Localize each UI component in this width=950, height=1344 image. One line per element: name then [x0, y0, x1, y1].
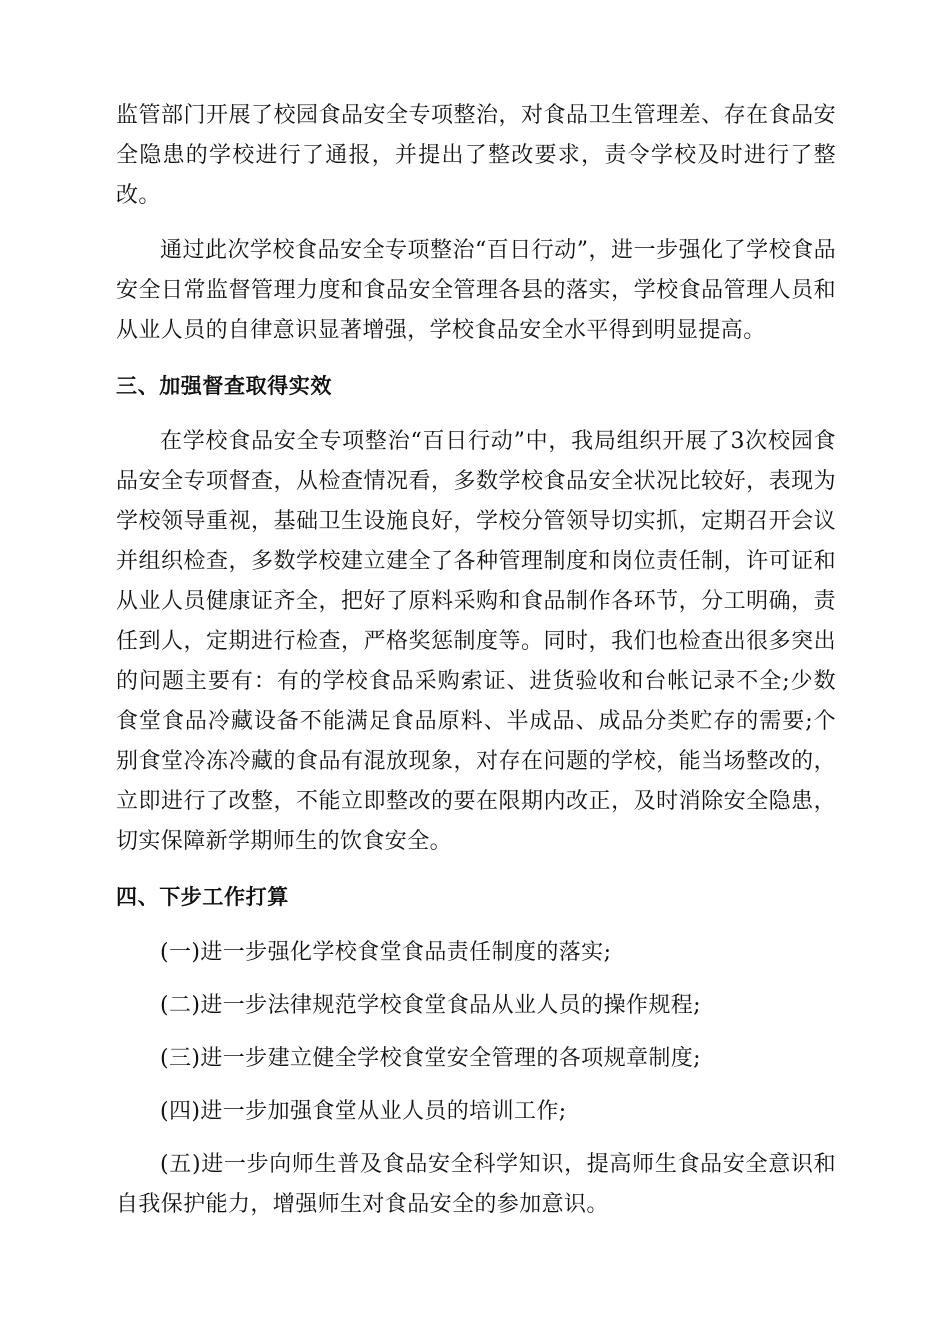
- list-item-1: (一)进一步强化学校食堂食品责任制度的落实;: [160, 940, 612, 965]
- section-heading-4: 四、下步工作打算: [116, 885, 289, 909]
- list-item-5: (五)进一步向师生普及食品安全科学知识，提高师生食品安全意识和自我保护能力，增强师生对食品安全的参加意识。: [116, 1152, 836, 1217]
- list-item-3: (三)进一步建立健全学校食堂安全管理的各项规章制度;: [160, 1046, 701, 1071]
- list-item-2: (二)进一步法律规范学校食堂食品从业人员的操作规程;: [160, 993, 701, 1018]
- paragraph-summary: 通过此次学校食品安全专项整治“百日行动”，进一步强化了学校食品安全日常监督管理力度和食品安全管理各县的落实，学校食品管理人员和从业人员的自律意识显著增强，学校食品安全水平得到明显提高。: [116, 238, 836, 343]
- paragraph-continuation: 监管部门开展了校园食品安全专项整治，对食品卫生管理差、存在食品安全隐患的学校进行了通报，并提出了整改要求，责令学校及时进行了整改。: [116, 103, 836, 208]
- document-page: [116, 96, 836, 1240]
- section-heading-3: 三、加强督查取得实效: [116, 374, 332, 398]
- paragraph-inspection: 在学校食品安全专项整治“百日行动”中，我局组织开展了3次校园食品安全专项督查，从检查情况看，多数学校食品安全状况比较好，表现为学校领导重视，基础卫生设施良好，学校分管领导切实抓，定期召开会议并组织检查，多数学校建立建全了各种管理制度和岗位责任制，许可证和从业人员健康证齐全，把好了原料采购和食品制作各环节，分工明确，责任到人，定期进行检查，严格奖惩制度等。同时，我们也检查出很多突出的问题主要有：有的学校食品采购索证、进货验收和台帐记录不全;少数食堂食品冷藏设备不能满足食品原料、半成品、成品分类贮存的需要;个别食堂冷冻冷藏的食品有混放现象，对存在问题的学校，能当场整改的，立即进行了改整，不能立即整改的要在限期内改正，及时消除安全隐患，切实保障新学期师生的饮食安全。: [116, 429, 836, 854]
- list-item-4: (四)进一步加强食堂从业人员的培训工作;: [160, 1099, 567, 1124]
